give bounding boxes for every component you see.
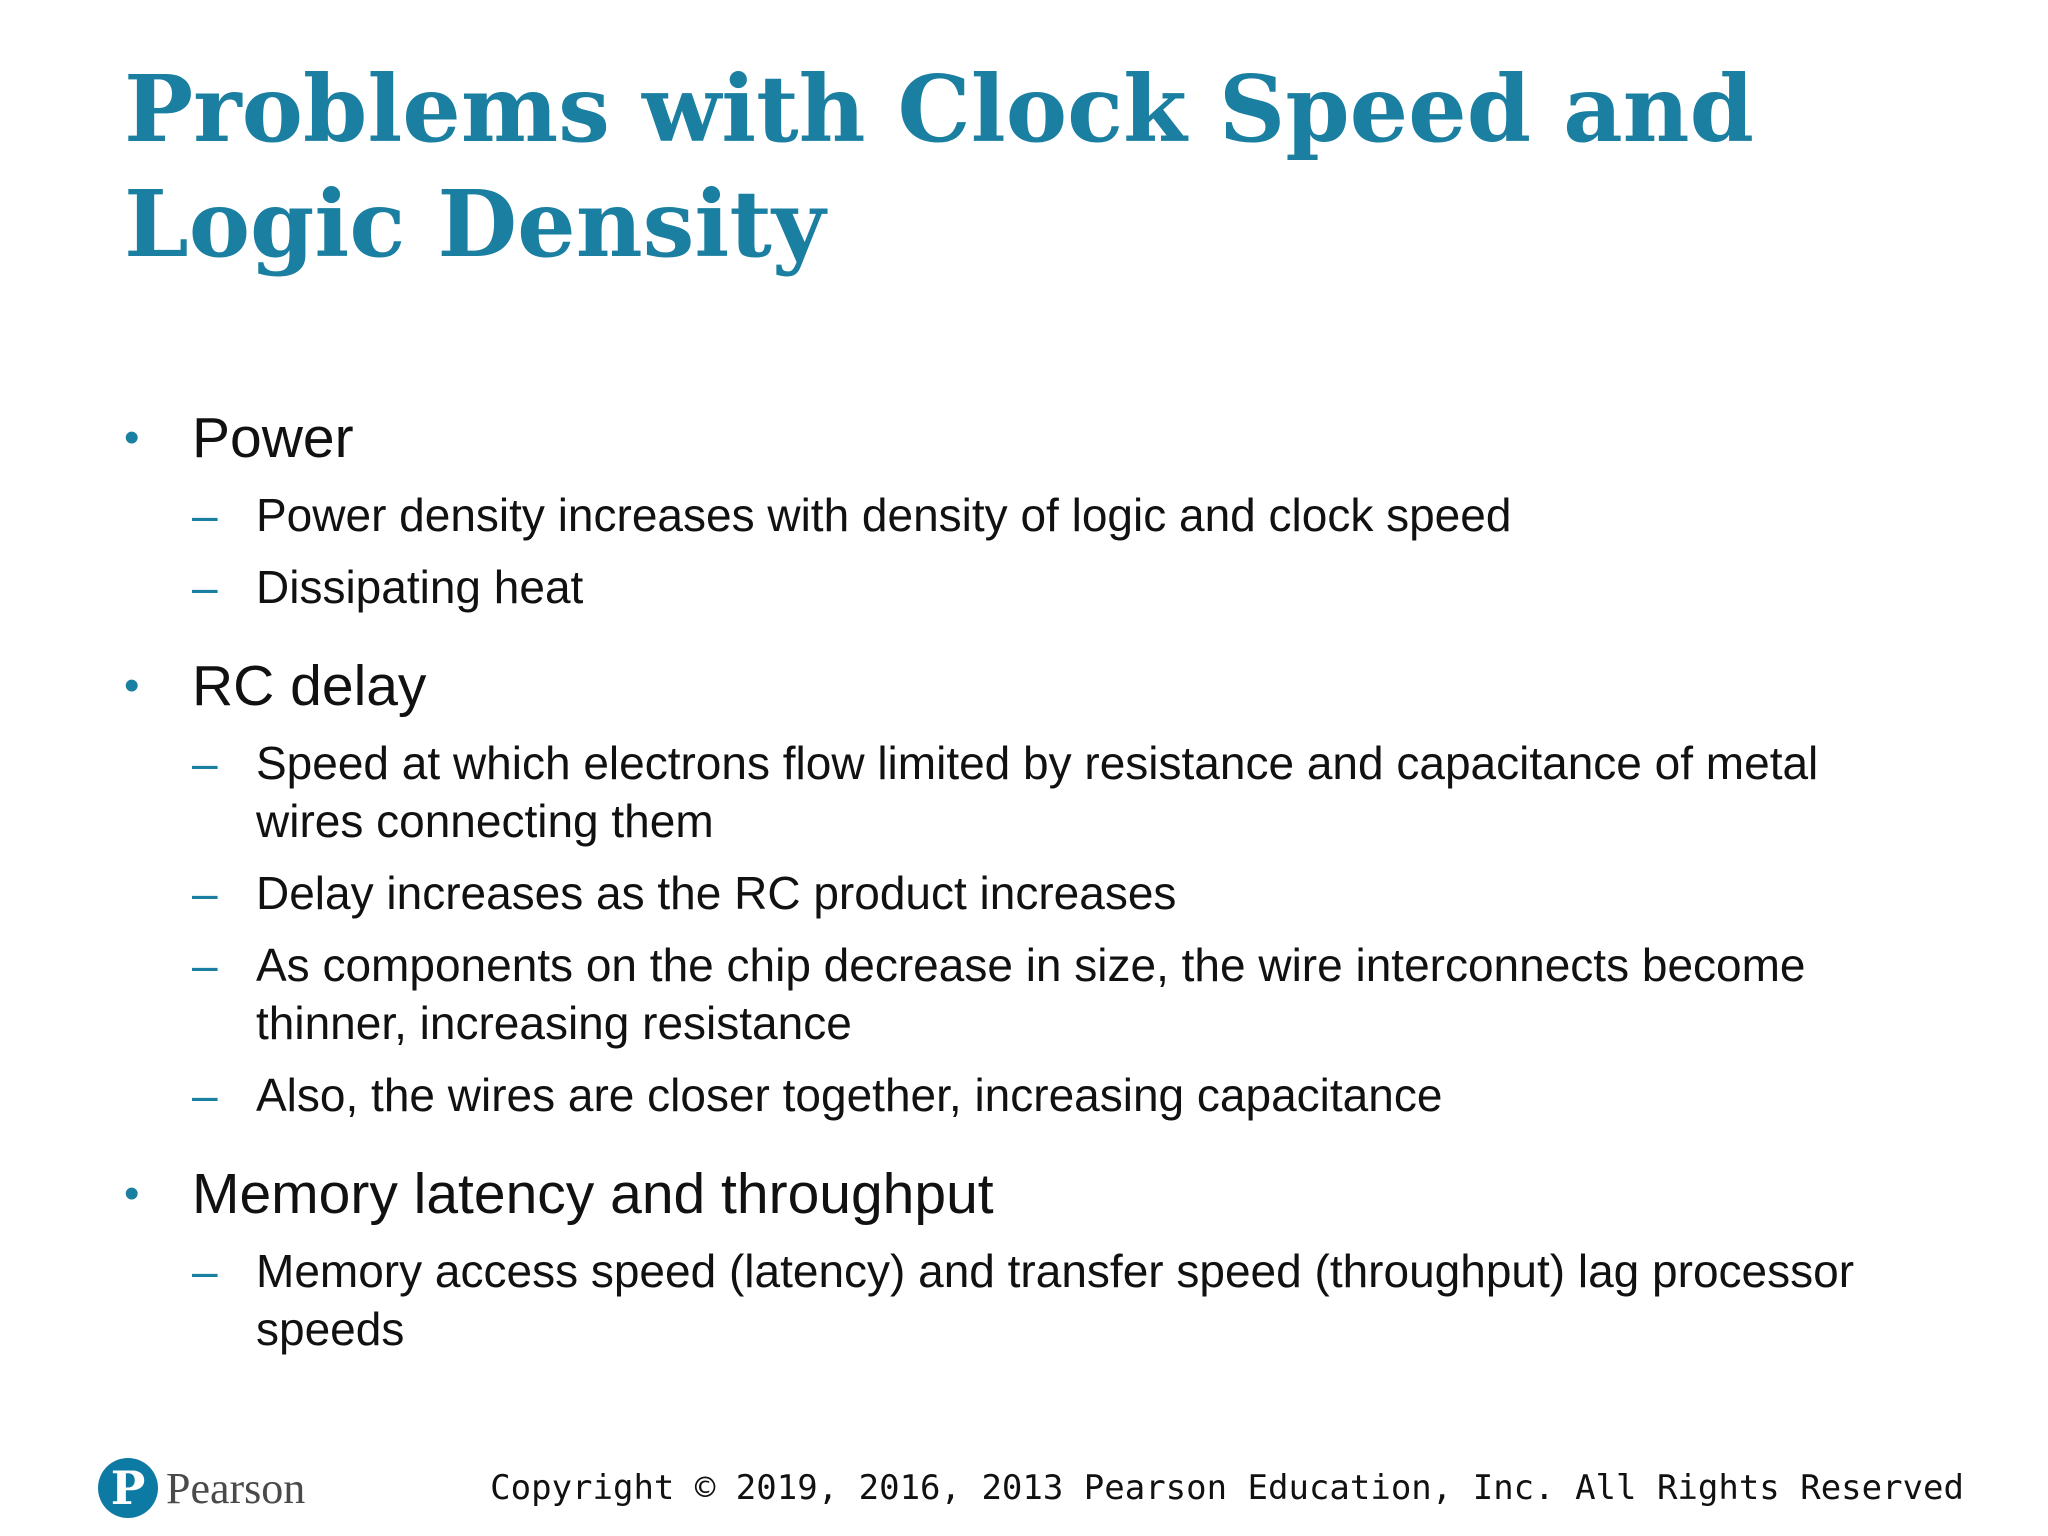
sub-marker: – (192, 489, 218, 541)
sub-item (192, 728, 1924, 858)
bullet-marker: • (124, 1169, 140, 1218)
bullet-power (124, 398, 1924, 624)
sub-text: Dissipating heat (256, 561, 584, 613)
pearson-logo (98, 1454, 305, 1522)
sub-marker: – (192, 1069, 218, 1121)
bullet-text: RC delay (192, 654, 427, 718)
sub-text: Memory access speed (latency) and transfer speed (throughput) lag processor speeds (256, 1245, 1855, 1355)
pearson-p-icon: P (98, 1458, 158, 1518)
sub-item (192, 930, 1924, 1060)
sub-text: Power density increases with density of logic and clock speed (256, 489, 1512, 541)
sub-list (192, 728, 1924, 1132)
sub-marker: – (192, 1245, 218, 1297)
bullet-text: Power (192, 406, 354, 470)
bullet-marker: • (124, 661, 140, 710)
sub-item (192, 552, 1924, 624)
sub-text: As components on the chip decrease in size, the wire interconnects become thinner, increasing resistance (256, 939, 1806, 1049)
sub-marker: – (192, 561, 218, 613)
sub-item (192, 480, 1924, 552)
sub-marker: – (192, 737, 218, 789)
sub-marker: – (192, 867, 218, 919)
bullet-text: Memory latency and throughput (192, 1162, 994, 1226)
sub-text: Speed at which electrons flow limited by resistance and capacitance of metal wires connecting them (256, 737, 1819, 847)
sub-item (192, 1060, 1924, 1132)
sub-list (192, 480, 1924, 624)
sub-text: Delay increases as the RC product increases (256, 867, 1177, 919)
copyright-notice: Copyright © 2019, 2016, 2013 Pearson Education, Inc. All Rights Reserved (490, 1468, 1964, 1508)
bullet-rc-delay (124, 646, 1924, 1132)
bullet-marker: • (124, 413, 140, 462)
slide-body (124, 398, 1924, 1366)
slide-title: Problems with Clock Speed and Logic Density (124, 55, 1754, 278)
sub-item (192, 858, 1924, 930)
pearson-wordmark: Pearson (166, 1463, 306, 1513)
sub-item (192, 1236, 1924, 1366)
sub-text: Also, the wires are closer together, increasing capacitance (256, 1069, 1443, 1121)
sub-marker: – (192, 939, 218, 991)
bullet-memory (124, 1154, 1924, 1366)
sub-list (192, 1236, 1924, 1366)
